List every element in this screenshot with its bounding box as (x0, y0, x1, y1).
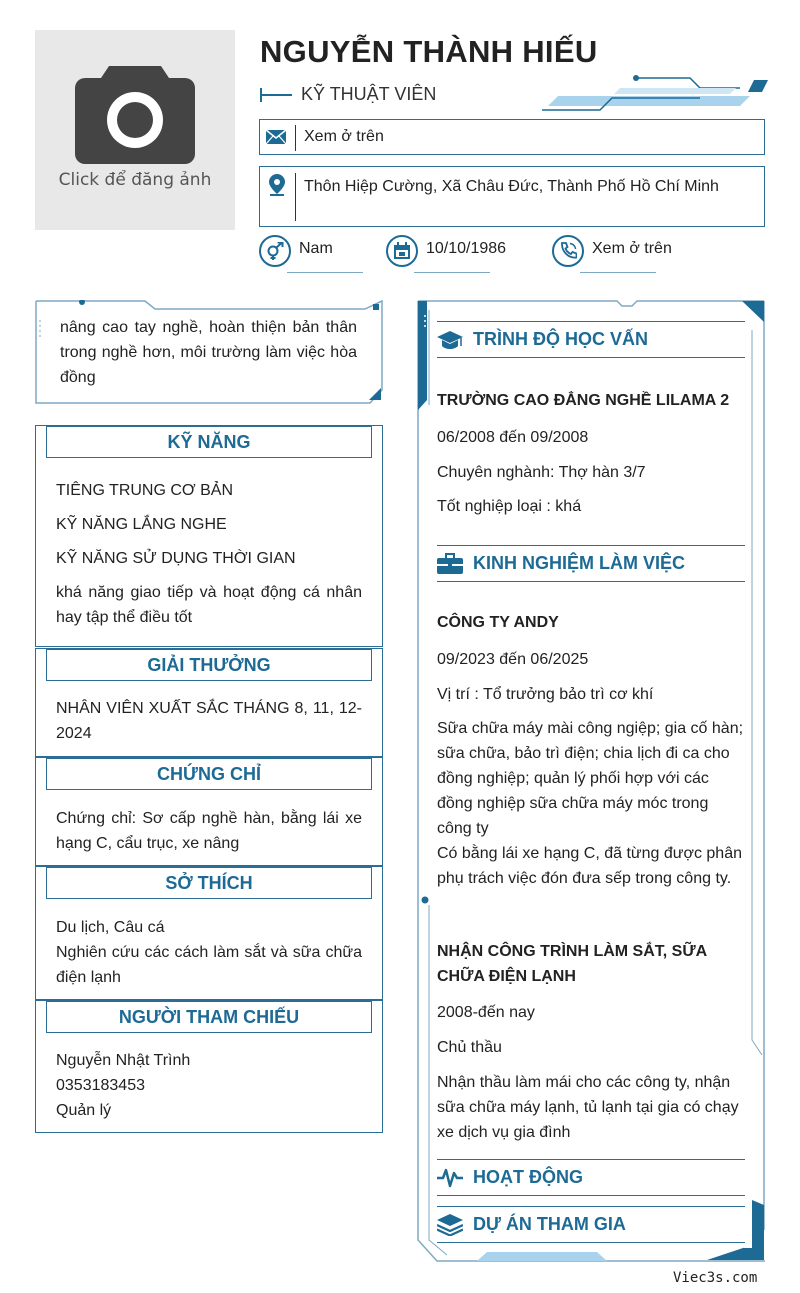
job-description-line: Sữa chữa máy mài công ngiệp; gia cố hàn; sữa chữa, bảo trì điện; chia lịch đi ca cho đồng nghiệp; quản lý phối hợp với các đồng nghiệp sữa chữa máy móc trong công ty (437, 720, 744, 837)
layers-icon (437, 1214, 463, 1236)
camera-icon (75, 60, 195, 164)
education-header (437, 321, 745, 358)
phone-value: Xem ở trên (592, 240, 672, 257)
job-period: 2008-đến nay (437, 1004, 535, 1021)
gender-icon (266, 242, 284, 260)
activities-title: HOẠT ĐỘNG (473, 1167, 583, 1187)
map-pin-icon (268, 174, 286, 196)
experience-title: KINH NGHIỆM LÀM VIỆC (473, 553, 686, 573)
full-name: NGUYỄN THÀNH HIẾU (260, 34, 598, 69)
reference-role: Quản lý (56, 1102, 112, 1119)
experience-header (437, 545, 745, 582)
briefcase-icon (437, 553, 463, 575)
hobby-line: Du lịch, Câu cá (56, 919, 165, 936)
awards-title: GIẢI THƯỞNG (46, 649, 372, 681)
skill-item: KỸ NĂNG SỬ DỤNG THỜI GIAN (56, 550, 296, 567)
career-objective (35, 300, 383, 404)
address-field (259, 166, 765, 227)
certificates-section (35, 757, 383, 866)
activities-header (437, 1159, 745, 1196)
certificates-title: CHỨNG CHỈ (46, 758, 372, 790)
hobbies-section (35, 866, 383, 1000)
email-value: Xem ở trên (304, 128, 384, 145)
references-section (35, 1000, 383, 1133)
award-item: NHÂN VIÊN XUẤT SẮC THÁNG 8, 11, 12-2024 (56, 700, 362, 742)
job-title: KỸ THUẬT VIÊN (301, 84, 437, 104)
job-period: 09/2023 đến 06/2025 (437, 651, 589, 668)
skills-section (35, 425, 383, 647)
birthday-value: 10/10/1986 (426, 240, 507, 257)
job-description: Nhận thầu làm mái cho các công ty, nhận sữa chữa máy lạnh, tủ lạnh tại gia có chạy xe dịch vụ gia đình (437, 1074, 739, 1141)
footer-brand: Viec3s.com (673, 1270, 758, 1286)
reference-phone: 0353183453 (56, 1077, 145, 1094)
right-column (417, 300, 765, 1262)
hobbies-title: SỞ THÍCH (46, 867, 372, 899)
phone-icon (559, 242, 577, 260)
education-grade: Tốt nghiệp loại : khá (437, 498, 582, 515)
avatar-caption: Click để đăng ảnh (58, 170, 212, 190)
company-name: NHẬN CÔNG TRÌNH LÀM SẮT, SỮA CHỮA ĐIỆN LẠNH (437, 943, 707, 985)
projects-header (437, 1206, 745, 1243)
objective-text: nâng cao tay nghề, hoàn thiện bản thân trong nghề hơn, môi trường làm việc hòa đồng (60, 319, 357, 386)
job-position: Vị trí : Tổ trưởng bảo trì cơ khí (437, 686, 654, 703)
job-description-line: Có bằng lái xe hạng C, đã từng được phân phụ trách việc đón đưa sếp trong công ty. (437, 845, 742, 887)
skill-item: TIÊNG TRUNG CƠ BẢN (56, 482, 233, 499)
header-decoration (540, 74, 770, 114)
gender-value: Nam (299, 240, 333, 257)
skill-item: khá năng giao tiếp và hoạt động cá nhân hay tập thể điều tốt (56, 584, 362, 626)
reference-name: Nguyễn Nhật Trình (56, 1052, 191, 1069)
hobby-line: Nghiên cứu các cách làm sắt và sữa chữa điện lạnh (56, 944, 362, 986)
education-title: TRÌNH ĐỘ HỌC VẤN (473, 329, 648, 349)
awards-section (35, 648, 383, 757)
certificate-item: Chứng chỉ: Sơ cấp nghề hàn, bằng lái xe hạng C, cẩu trục, xe nâng (56, 810, 362, 852)
skills-title: KỸ NĂNG (46, 426, 372, 458)
education-period: 06/2008 đến 09/2008 (437, 429, 589, 446)
projects-title: DỰ ÁN THAM GIA (473, 1214, 626, 1234)
company-name: CÔNG TY ANDY (437, 614, 559, 631)
pulse-icon (437, 1167, 463, 1189)
job-position: Chủ thầu (437, 1039, 502, 1056)
job-description (437, 716, 745, 891)
skill-item: KỸ NĂNG LẮNG NGHE (56, 516, 227, 533)
graduation-cap-icon (437, 329, 463, 351)
education-major: Chuyên nghành: Thợ hàn 3/7 (437, 464, 646, 481)
email-field (259, 119, 765, 155)
calendar-icon (393, 242, 411, 260)
avatar-upload[interactable] (35, 30, 235, 230)
references-title: NGƯỜI THAM CHIẾU (46, 1001, 372, 1033)
school-name: TRƯỜNG CAO ĐẲNG NGHỀ LILAMA 2 (437, 392, 730, 409)
address-value: Thôn Hiệp Cường, Xã Châu Đức, Thành Phố Hồ Chí Minh (304, 178, 719, 195)
envelope-icon (266, 127, 286, 147)
skills-list (56, 478, 362, 630)
